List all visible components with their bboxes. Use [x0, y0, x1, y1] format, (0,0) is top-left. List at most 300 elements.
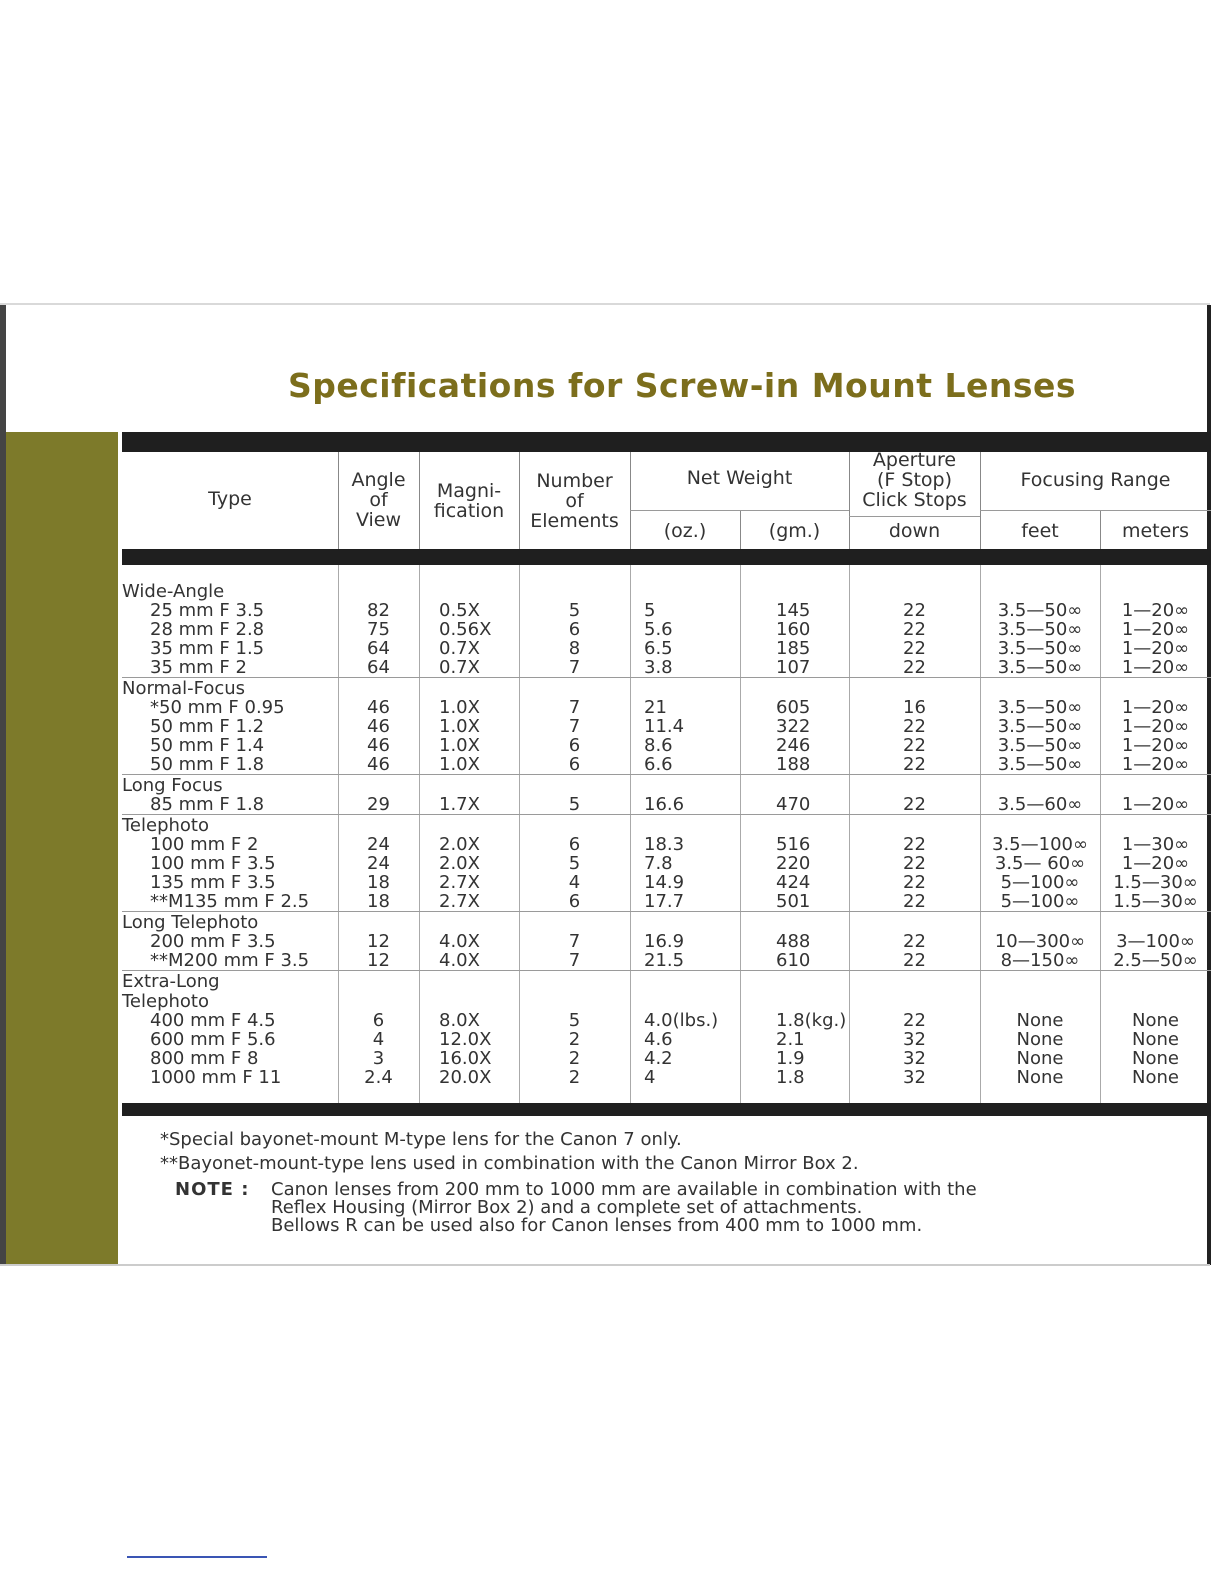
weight-gm: 1.8(kg.): [776, 1010, 847, 1031]
fstop-min: 22: [903, 754, 926, 775]
header-angle-line: of: [369, 489, 388, 511]
lens-name: 100 mm F 2: [150, 834, 259, 855]
footnote-single-star: *Special bayonet-mount M-type lens for the Canon 7 only.: [160, 1129, 682, 1150]
magnification: 4.0X: [439, 931, 480, 952]
empty-cell: [338, 971, 419, 992]
group-header-row: [122, 581, 1211, 601]
element-count: 7: [568, 950, 581, 971]
fstop-min: 22: [903, 600, 926, 621]
lens-type: [122, 892, 338, 912]
empty-cell: [419, 815, 519, 836]
empty-cell: [630, 912, 740, 933]
table-row: [122, 795, 1211, 815]
fstop-min: 22: [903, 638, 926, 659]
magnification: 2.7X: [439, 891, 480, 912]
header-aperture-line: Aperture: [872, 449, 957, 471]
fstop-min: 32: [903, 1048, 926, 1069]
empty-cell: [980, 912, 1100, 933]
table-row: [122, 601, 1211, 620]
empty-cell: [519, 991, 630, 1011]
lens-type: [122, 620, 338, 639]
note-line: Canon lenses from 200 mm to 1000 mm are available in combination with the: [271, 1179, 977, 1200]
empty-cell: [419, 775, 519, 796]
angle-of-view: 18: [367, 872, 390, 893]
table-top-bar: [122, 432, 1211, 452]
lens-type: [122, 717, 338, 736]
group-name: Wide-Angle: [122, 580, 225, 602]
empty-cell: [419, 678, 519, 699]
focus-feet: 3.5—50∞: [997, 735, 1083, 756]
fstop-min: 22: [903, 931, 926, 952]
note-text: [271, 1181, 1171, 1235]
empty-cell: [1100, 991, 1211, 1011]
focus-feet: 3.5—50∞: [997, 638, 1083, 659]
empty-cell: [338, 581, 419, 601]
focus-meters: None: [1132, 1048, 1179, 1069]
weight-oz: 5: [644, 600, 656, 621]
empty-cell: [1100, 581, 1211, 601]
group-name: Long Telephoto: [122, 912, 338, 933]
magnification: 0.7X: [439, 638, 480, 659]
lens-name: 25 mm F 3.5: [150, 600, 265, 621]
empty-cell: [630, 815, 740, 836]
empty-cell: [519, 581, 630, 601]
focus-meters: 1—20∞: [1121, 754, 1190, 775]
table-row: [122, 932, 1211, 951]
empty-cell: [419, 581, 519, 601]
lens-name: 50 mm F 1.8: [150, 754, 265, 775]
focus-feet: 3.5—50∞: [997, 600, 1083, 621]
weight-gm: 246: [776, 735, 811, 756]
magnification: 2.0X: [439, 834, 480, 855]
weight-oz: 6.6: [644, 754, 673, 775]
table-row: [122, 892, 1211, 912]
group-name: Telephoto: [122, 815, 338, 836]
weight-oz: 5.6: [644, 619, 673, 640]
lens-type: [122, 755, 338, 775]
lens-type: [122, 601, 338, 620]
header-subrule: [849, 516, 980, 517]
lens-type: [122, 795, 338, 815]
lens-type: [122, 854, 338, 873]
empty-cell: [338, 912, 419, 933]
weight-gm: 107: [776, 657, 811, 678]
weight-oz: 4.6: [644, 1029, 673, 1050]
header-angle-line: Angle: [351, 469, 406, 491]
empty-cell: [630, 581, 740, 601]
group-name: Telephoto: [122, 990, 210, 1012]
group-header-row: [122, 775, 1211, 796]
lens-type: [122, 1068, 338, 1087]
focus-meters: 2.5—50∞: [1113, 950, 1198, 971]
weight-oz: 7.8: [644, 853, 673, 874]
lens-name: *50 mm F 0.95: [150, 697, 285, 718]
focus-meters: 1—20∞: [1121, 697, 1190, 718]
fstop-min: 22: [903, 891, 926, 912]
note-line: Bellows R can be used also for Canon lenses from 400 mm to 1000 mm.: [271, 1215, 923, 1236]
focus-feet: 5—100∞: [1000, 891, 1080, 912]
lens-type: [122, 698, 338, 717]
element-count: 5: [568, 1010, 581, 1031]
element-count: 6: [568, 619, 581, 640]
footnotes: [160, 1128, 1180, 1176]
empty-cell: [849, 912, 980, 933]
lens-name: 200 mm F 3.5: [150, 931, 276, 952]
header-down: down: [888, 520, 941, 542]
focus-meters: 1—20∞: [1121, 600, 1190, 621]
focus-feet: 5—100∞: [1000, 872, 1080, 893]
header-meters: meters: [1121, 520, 1190, 542]
header-aperture: [849, 450, 980, 510]
focus-feet: 3.5—50∞: [997, 754, 1083, 775]
angle-of-view: 2.4: [364, 1067, 393, 1088]
angle-of-view: 12: [367, 931, 390, 952]
group-header-row: [122, 991, 1211, 1011]
weight-gm: 220: [776, 853, 811, 874]
element-count: 5: [568, 853, 581, 874]
header-elements: [519, 471, 630, 531]
focus-meters: 1—20∞: [1121, 657, 1190, 678]
element-count: 4: [568, 872, 581, 893]
group-header-row: [122, 678, 1211, 699]
weight-gm: 424: [776, 872, 811, 893]
header-net-weight: Net Weight: [686, 467, 793, 489]
angle-of-view: 82: [367, 600, 390, 621]
element-count: 6: [568, 834, 581, 855]
angle-of-view: 3: [372, 1048, 385, 1069]
table-bottom-bar: [122, 1103, 1211, 1116]
table-row: [122, 717, 1211, 736]
table-row: [122, 736, 1211, 755]
empty-cell: [740, 991, 849, 1011]
page-top-edge: [0, 303, 1210, 305]
lens-name: 50 mm F 1.2: [150, 716, 265, 737]
angle-of-view: 6: [372, 1010, 385, 1031]
fstop-min: 16: [903, 697, 926, 718]
element-count: 7: [568, 931, 581, 952]
table-row: [122, 658, 1211, 678]
note-line: Reflex Housing (Mirror Box 2) and a complete set of attachments.: [271, 1197, 863, 1218]
empty-cell: [519, 912, 630, 933]
header-magnification: [419, 481, 519, 521]
header-divider-bar: [122, 549, 1211, 565]
header-magnification-line: Magni-: [436, 480, 502, 502]
weight-gm: 516: [776, 834, 811, 855]
group-header-row: [122, 971, 1211, 992]
element-count: 6: [568, 735, 581, 756]
empty-cell: [338, 991, 419, 1011]
weight-oz: 21.5: [644, 950, 685, 971]
empty-cell: [338, 815, 419, 836]
group-name: Extra-Long: [122, 971, 338, 992]
table-row: [122, 1049, 1211, 1068]
lens-type: [122, 1049, 338, 1068]
group-header-row: [122, 912, 1211, 933]
empty-cell: [1100, 815, 1211, 836]
lens-type: [122, 1011, 338, 1030]
weight-gm: 501: [776, 891, 811, 912]
fstop-min: 22: [903, 716, 926, 737]
lens-name: 100 mm F 3.5: [150, 853, 276, 874]
weight-gm: 322: [776, 716, 811, 737]
fstop-min: 22: [903, 950, 926, 971]
empty-cell: [519, 971, 630, 992]
lens-name: 800 mm F 8: [150, 1048, 259, 1069]
empty-cell: [630, 678, 740, 699]
lens-type: [122, 873, 338, 892]
weight-gm: 1.9: [776, 1048, 805, 1069]
focus-feet: 3.5— 60∞: [994, 853, 1086, 874]
element-count: 5: [568, 794, 581, 815]
group-name: Normal-Focus: [122, 678, 338, 699]
magnification: 12.0X: [439, 1029, 492, 1050]
empty-cell: [980, 971, 1100, 992]
empty-cell: [519, 815, 630, 836]
element-count: 2: [568, 1048, 581, 1069]
table-row: [122, 1068, 1211, 1087]
weight-oz: 14.9: [644, 872, 685, 893]
angle-of-view: 12: [367, 950, 390, 971]
weight-oz: 17.7: [644, 891, 685, 912]
lens-name: 400 mm F 4.5: [150, 1010, 276, 1031]
element-count: 5: [568, 600, 581, 621]
fstop-min: 22: [903, 1010, 926, 1031]
angle-of-view: 46: [367, 735, 390, 756]
lens-type: [122, 835, 338, 854]
lens-name: 35 mm F 2: [150, 657, 247, 678]
magnification: 2.0X: [439, 853, 480, 874]
empty-cell: [740, 678, 849, 699]
table-row: [122, 854, 1211, 873]
focus-feet: None: [1016, 1067, 1064, 1088]
lens-name: 50 mm F 1.4: [150, 735, 265, 756]
focus-feet: 3.5—50∞: [997, 716, 1083, 737]
header-gm: (gm.): [768, 520, 821, 542]
header-elements-line: Number: [536, 470, 613, 492]
focus-meters: 3—100∞: [1116, 931, 1195, 952]
angle-of-view: 46: [367, 716, 390, 737]
table-row: [122, 620, 1211, 639]
empty-cell: [980, 775, 1100, 796]
magnification: 0.5X: [439, 600, 480, 621]
focus-meters: 1.5—30∞: [1113, 872, 1198, 893]
empty-cell: [849, 581, 980, 601]
magnification: 4.0X: [439, 950, 480, 971]
fstop-min: 22: [903, 657, 926, 678]
focus-feet: 3.5—50∞: [997, 697, 1083, 718]
lens-name: 600 mm F 5.6: [150, 1029, 276, 1050]
angle-of-view: 46: [367, 754, 390, 775]
element-count: 7: [568, 657, 581, 678]
focus-feet: 3.5—50∞: [997, 657, 1083, 678]
empty-cell: [519, 775, 630, 796]
weight-oz: 4.0(lbs.): [644, 1010, 719, 1031]
focus-feet: None: [1016, 1029, 1064, 1050]
weight-oz: 8.6: [644, 735, 673, 756]
magnification: 1.0X: [439, 697, 480, 718]
magnification: 0.7X: [439, 657, 480, 678]
focus-meters: 1—20∞: [1121, 853, 1190, 874]
empty-cell: [980, 678, 1100, 699]
angle-of-view: 64: [367, 657, 390, 678]
footnote-double-star: **Bayonet-mount-type lens used in combination with the Canon Mirror Box 2.: [160, 1153, 859, 1174]
header-angle: [338, 470, 419, 530]
focus-meters: 1—30∞: [1121, 834, 1190, 855]
header-subrule: [980, 510, 1211, 511]
empty-cell: [980, 991, 1100, 1011]
weight-gm: 605: [776, 697, 811, 718]
header-angle-line: View: [355, 509, 402, 531]
magnification: 20.0X: [439, 1067, 492, 1088]
table-row: [122, 873, 1211, 892]
angle-of-view: 18: [367, 891, 390, 912]
weight-gm: 145: [776, 600, 811, 621]
focus-meters: 1—20∞: [1121, 638, 1190, 659]
focus-feet: 3.5—60∞: [997, 794, 1083, 815]
weight-oz: 18.3: [644, 834, 685, 855]
element-count: 6: [568, 891, 581, 912]
empty-cell: [980, 815, 1100, 836]
weight-gm: 185: [776, 638, 811, 659]
focus-feet: None: [1016, 1010, 1064, 1031]
group-header-row: [122, 815, 1211, 836]
angle-of-view: 46: [367, 697, 390, 718]
focus-meters: 1—20∞: [1121, 794, 1190, 815]
empty-cell: [849, 678, 980, 699]
lens-name: 28 mm F 2.8: [150, 619, 265, 640]
empty-cell: [630, 971, 740, 992]
fstop-min: 22: [903, 619, 926, 640]
note-label: NOTE :: [175, 1179, 250, 1200]
focus-meters: None: [1132, 1029, 1179, 1050]
lens-name: 35 mm F 1.5: [150, 638, 265, 659]
magnification: 1.7X: [439, 794, 480, 815]
angle-of-view: 4: [372, 1029, 385, 1050]
empty-cell: [740, 971, 849, 992]
empty-cell: [740, 581, 849, 601]
weight-gm: 160: [776, 619, 811, 640]
lens-type: [122, 932, 338, 951]
table-row: [122, 755, 1211, 775]
lens-spec-table: [122, 581, 1211, 1087]
focus-feet: 3.5—50∞: [997, 619, 1083, 640]
lens-type: [122, 658, 338, 678]
fstop-min: 22: [903, 872, 926, 893]
focus-meters: 1—20∞: [1121, 716, 1190, 737]
element-count: 2: [568, 1067, 581, 1088]
element-count: 7: [568, 716, 581, 737]
magnification: 0.56X: [439, 619, 492, 640]
focus-feet: 3.5—100∞: [992, 834, 1088, 855]
fstop-min: 22: [903, 794, 926, 815]
header-focusing-range: Focusing Range: [1020, 469, 1171, 491]
element-count: 8: [568, 638, 581, 659]
weight-oz: 11.4: [644, 716, 685, 737]
weight-gm: 488: [776, 931, 811, 952]
weight-oz: 21: [644, 697, 667, 718]
focus-meters: None: [1132, 1067, 1179, 1088]
fstop-min: 22: [903, 834, 926, 855]
weight-gm: 1.8: [776, 1067, 805, 1088]
focus-meters: 1.5—30∞: [1113, 891, 1198, 912]
table-row: [122, 951, 1211, 971]
table-row: [122, 639, 1211, 658]
header-subrule: [630, 510, 849, 511]
element-count: 6: [568, 754, 581, 775]
weight-oz: 4: [644, 1067, 656, 1088]
element-count: 2: [568, 1029, 581, 1050]
lens-name: **M135 mm F 2.5: [150, 891, 310, 912]
weight-gm: 610: [776, 950, 811, 971]
magnification: 8.0X: [439, 1010, 480, 1031]
empty-cell: [980, 581, 1100, 601]
group-name: Long Focus: [122, 775, 338, 796]
header-aperture-line: Click Stops: [862, 489, 967, 511]
header-type: Type: [208, 488, 252, 510]
element-count: 7: [568, 697, 581, 718]
fstop-min: 22: [903, 853, 926, 874]
table-row: [122, 698, 1211, 717]
header-magnification-line: fication: [433, 500, 505, 522]
empty-cell: [519, 678, 630, 699]
empty-cell: [630, 991, 740, 1011]
empty-cell: [849, 971, 980, 992]
header-elements-line: Elements: [530, 510, 619, 532]
weight-gm: 188: [776, 754, 811, 775]
empty-cell: [849, 991, 980, 1011]
empty-cell: [849, 775, 980, 796]
focus-feet: None: [1016, 1048, 1064, 1069]
weight-gm: 470: [776, 794, 811, 815]
lens-type: [122, 736, 338, 755]
page-bottom-edge: [0, 1264, 1210, 1266]
angle-of-view: 24: [367, 834, 390, 855]
fstop-min: 32: [903, 1029, 926, 1050]
lens-type: [122, 951, 338, 971]
empty-cell: [419, 971, 519, 992]
table-row: [122, 835, 1211, 854]
weight-oz: 3.8: [644, 657, 673, 678]
header-oz: (oz.): [663, 520, 707, 542]
empty-cell: [1100, 912, 1211, 933]
table-row: [122, 1030, 1211, 1049]
lens-name: 85 mm F 1.8: [150, 794, 265, 815]
empty-cell: [338, 678, 419, 699]
empty-cell: [1100, 678, 1211, 699]
empty-cell: [1100, 971, 1211, 992]
weight-oz: 16.9: [644, 931, 685, 952]
lens-name: **M200 mm F 3.5: [150, 950, 310, 971]
focus-meters: 1—20∞: [1121, 619, 1190, 640]
angle-of-view: 64: [367, 638, 390, 659]
empty-cell: [338, 775, 419, 796]
focus-feet: 8—150∞: [1000, 950, 1080, 971]
magnification: 1.0X: [439, 754, 480, 775]
lens-type: [122, 1030, 338, 1049]
header-feet: feet: [1021, 520, 1059, 542]
empty-cell: [849, 815, 980, 836]
focus-meters: 1—20∞: [1121, 735, 1190, 756]
header-elements-line: of: [565, 490, 584, 512]
weight-oz: 4.2: [644, 1048, 673, 1069]
magnification: 16.0X: [439, 1048, 492, 1069]
empty-cell: [740, 775, 849, 796]
weight-oz: 16.6: [644, 794, 685, 815]
empty-cell: [419, 912, 519, 933]
empty-cell: [419, 991, 519, 1011]
lens-name: 1000 mm F 11: [150, 1067, 282, 1088]
angle-of-view: 75: [367, 619, 390, 640]
